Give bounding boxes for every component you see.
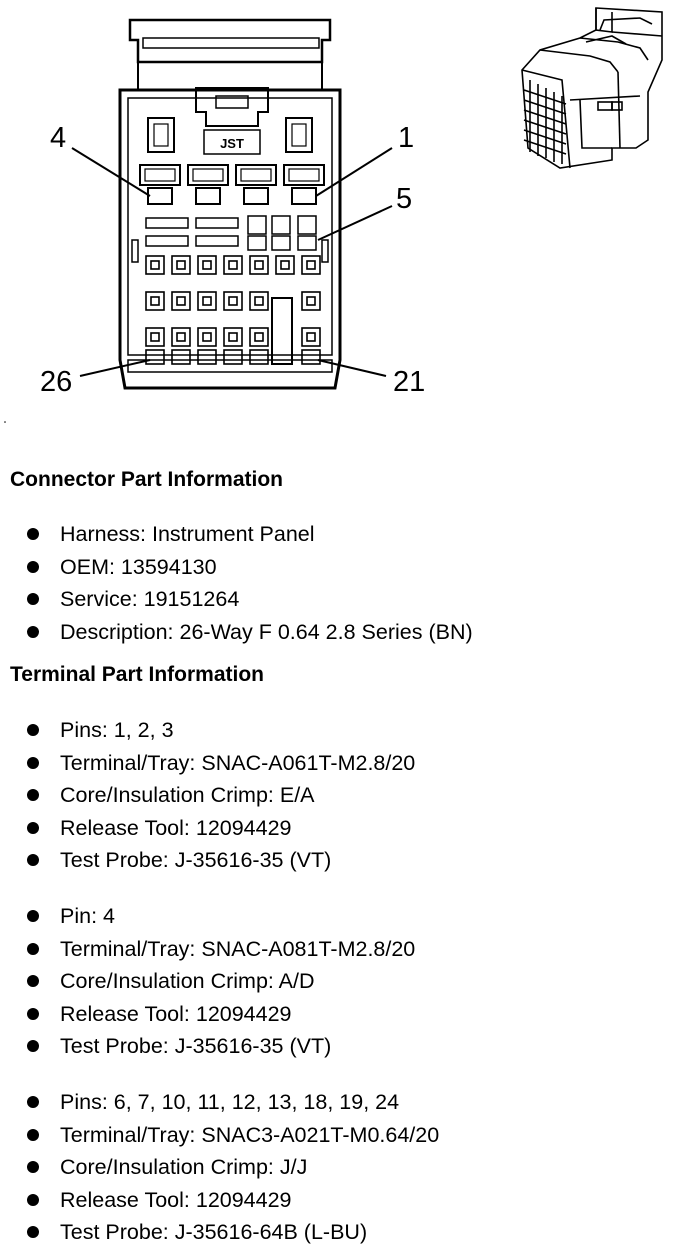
callout-pin-1: 1 <box>398 122 415 154</box>
callout-pin-5: 5 <box>396 183 413 215</box>
pins-value: Pin: 4 <box>60 904 115 928</box>
harness-value: Harness: Instrument Panel <box>60 522 315 546</box>
bullet-icon <box>27 1194 39 1206</box>
test-probe-value: Test Probe: J-35616-35 (VT) <box>60 1034 332 1059</box>
stray-mark <box>4 421 6 423</box>
test-probe-value: Test Probe: J-35616-64B (L-BU) <box>60 1220 368 1245</box>
bullet-icon <box>27 854 39 866</box>
crimp-value: Core/Insulation Crimp: E/A <box>60 783 315 808</box>
description-value: Description: 26-Way F 0.64 2.8 Series (BN) <box>60 619 473 644</box>
bullet-icon <box>27 1040 39 1052</box>
pin-cavities <box>140 165 324 250</box>
bullet-icon <box>27 561 39 573</box>
test-probe-value: Test Probe: J-35616-35 (VT) <box>60 848 332 873</box>
bullet-icon <box>27 724 39 736</box>
bullet-icon <box>27 528 39 540</box>
bullet-icon <box>27 910 39 922</box>
callout-pin-21: 21 <box>393 366 426 398</box>
crimp-value: Core/Insulation Crimp: A/D <box>60 969 315 994</box>
bullet-icon <box>27 822 39 834</box>
small-pin-grid <box>146 256 320 364</box>
release-tool-value: Release Tool: 12094429 <box>60 815 292 840</box>
release-tool-value: Release Tool: 12094429 <box>60 1187 292 1212</box>
oem-value: OEM: 13594130 <box>60 554 217 579</box>
bullet-icon <box>27 943 39 955</box>
terminal-tray-value: Terminal/Tray: SNAC-A081T-M2.8/20 <box>60 936 416 961</box>
connector-part-info-heading: Connector Part Information <box>10 468 284 491</box>
release-tool-value: Release Tool: 12094429 <box>60 1001 292 1026</box>
pins-value: Pins: 1, 2, 3 <box>60 718 174 742</box>
connector-3d-view <box>522 8 662 168</box>
terminal-tray-value: Terminal/Tray: SNAC-A061T-M2.8/20 <box>60 750 416 775</box>
bullet-icon <box>27 757 39 769</box>
terminal-tray-value: Terminal/Tray: SNAC3-A021T-M0.64/20 <box>60 1122 440 1147</box>
service-value: Service: 19151264 <box>60 587 240 612</box>
bullet-icon <box>27 975 39 987</box>
connector-diagram <box>0 0 688 430</box>
terminal-part-info-heading: Terminal Part Information <box>10 663 264 686</box>
pins-value: Pins: 6, 7, 10, 11, 12, 13, 18, 19, 24 <box>60 1090 400 1114</box>
crimp-value: Core/Insulation Crimp: J/J <box>60 1155 308 1180</box>
bullet-icon <box>27 1161 39 1173</box>
bullet-icon <box>27 593 39 605</box>
bullet-icon <box>27 1096 39 1108</box>
housing-marking: JST <box>220 136 244 151</box>
bullet-icon <box>27 789 39 801</box>
callout-pin-26: 26 <box>40 366 73 398</box>
bullet-icon <box>27 1008 39 1020</box>
bullet-icon <box>27 1129 39 1141</box>
callout-pin-4: 4 <box>50 122 67 154</box>
bullet-icon <box>27 1226 39 1238</box>
bullet-icon <box>27 626 39 638</box>
